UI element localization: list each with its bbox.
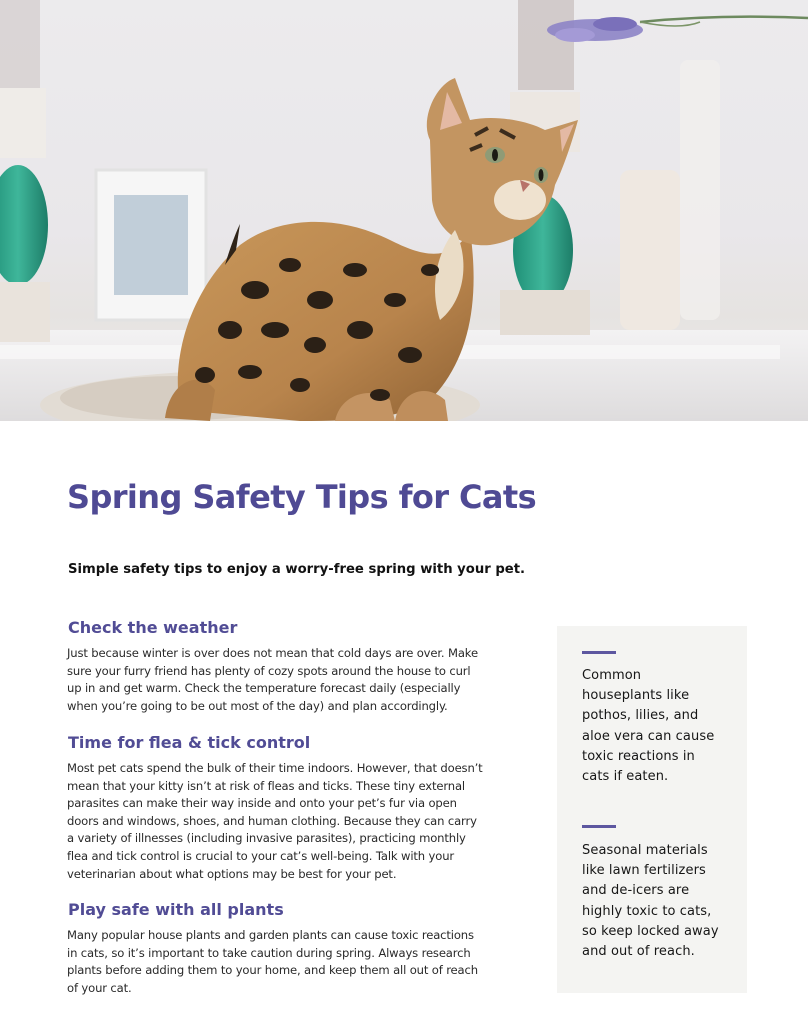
section-heading-plants: Play safe with all plants	[68, 900, 284, 919]
body-line: sure your furry friend has plenty of cozy spots around the house to curl	[67, 663, 471, 678]
callout-houseplants	[582, 666, 742, 787]
section-body-weather	[67, 645, 522, 715]
body-line: up in and get warm. Check the temperature forecast daily (especially	[67, 681, 461, 696]
body-line: doors and windows, shoes, and human clothing. Because they can carry	[67, 813, 477, 828]
callout-line: so keep locked away	[582, 923, 719, 939]
body-line: mean that your kitty isn’t at risk of fleas and ticks. These tiny external	[67, 778, 465, 793]
callout-seasonal-materials	[582, 841, 742, 962]
callout-line: toxic reactions in	[582, 748, 695, 764]
callout-line: and out of reach.	[582, 944, 695, 960]
callout-divider	[582, 651, 616, 654]
callout-line: aloe vera can cause	[582, 728, 715, 744]
callout-line: pothos, lilies, and	[582, 708, 699, 724]
callout-line: Common	[582, 668, 642, 683]
body-line: in cats, so it’s important to take caution during spring. Always research	[67, 945, 471, 960]
body-line: Most pet cats spend the bulk of their time indoors. However, that doesn’t	[67, 761, 483, 775]
callout-line: Seasonal materials	[582, 843, 708, 858]
kitten-illustration	[0, 0, 808, 421]
section-heading-weather: Check the weather	[68, 618, 238, 637]
body-line: parasites can make their way inside and onto your pet’s fur via open	[67, 796, 457, 811]
body-line: veterinarian about what options may be best for your pet.	[67, 866, 397, 881]
body-line: of your cat.	[67, 980, 132, 995]
section-heading-flea-tick: Time for flea & tick control	[68, 733, 311, 752]
callout-line: and de-icers are	[582, 883, 690, 899]
callout-line: cats if eaten.	[582, 769, 669, 785]
hero-photo	[0, 0, 808, 421]
body-line: plants before adding them to your home, and keep them all out of reach	[67, 963, 478, 978]
body-line: flea and tick control is crucial to your cat’s well-being. Talk with your	[67, 848, 455, 863]
section-body-flea-tick	[67, 760, 522, 883]
callout-line: houseplants like	[582, 688, 690, 704]
page-title: Spring Safety Tips for Cats	[67, 478, 537, 516]
body-line: when you’re going to be out most of the day) and plan accordingly.	[67, 698, 448, 713]
section-body-plants	[67, 927, 522, 997]
callout-line: highly toxic to cats,	[582, 903, 712, 919]
sidebar-callouts	[557, 626, 747, 993]
callout-line: like lawn fertilizers	[582, 863, 706, 879]
callout-divider	[582, 825, 616, 828]
page-subtitle: Simple safety tips to enjoy a worry-free spring with your pet.	[68, 562, 526, 577]
body-line: a variety of illnesses (including invasive parasites), practicing monthly	[67, 831, 466, 846]
body-line: Many popular house plants and garden plants can cause toxic reactions	[67, 928, 474, 942]
body-line: Just because winter is over does not mean that cold days are over. Make	[67, 646, 478, 660]
